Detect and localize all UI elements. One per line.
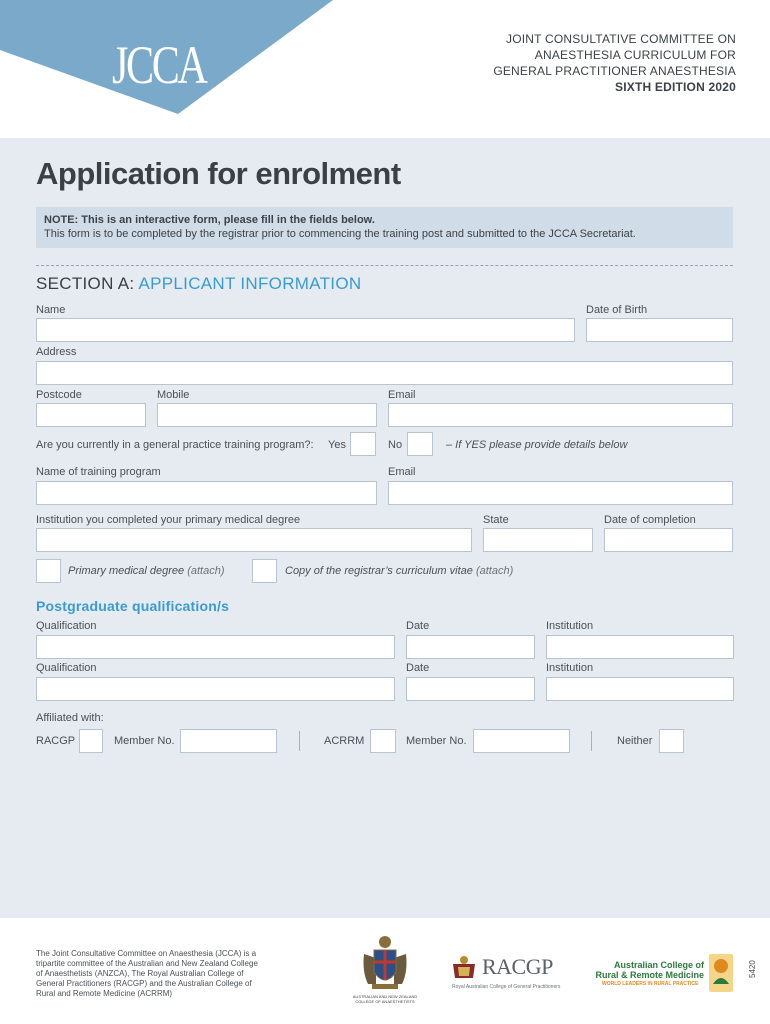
email-label: Email: [388, 389, 416, 401]
page-footer: [0, 918, 770, 1024]
anzca-line: COLLEGE OF ANAESTHETISTS: [355, 999, 415, 1004]
committee-line: ANAESTHESIA CURRICULUM FOR: [534, 48, 736, 62]
acrrm-label: ACRRM: [324, 735, 365, 747]
qualification-field[interactable]: [36, 677, 395, 701]
document-code: 5420: [748, 960, 757, 978]
postgrad-title: Postgraduate qualification/s: [36, 598, 230, 614]
attach-note: (attach): [475, 565, 514, 577]
acrrm-line: Australian College of: [613, 960, 704, 970]
copy-cv-label: [285, 565, 513, 577]
name-field[interactable]: [36, 318, 575, 342]
address-label: Address: [36, 346, 77, 358]
anzca-line: AUSTRALIAN AND NEW ZEALAND: [352, 994, 418, 999]
qual-date-label: Date: [406, 662, 430, 674]
note-text: This form is to be completed by the registrar prior to commencing the training post and submitted to the JCCA Secretariat.: [44, 228, 636, 240]
qualification-label: Qualification: [36, 662, 97, 674]
primary-degree-text: Primary medical degree: [68, 565, 185, 577]
section-divider: [36, 265, 733, 266]
committee-name: [493, 31, 736, 95]
copy-cv-checkbox[interactable]: [252, 559, 277, 583]
primary-degree-label: [68, 565, 225, 577]
training-program-field[interactable]: [36, 481, 377, 505]
member-no-label: Member No.: [114, 735, 175, 747]
application-form: [0, 138, 770, 918]
qual-institution-field[interactable]: [546, 677, 734, 701]
racgp-logo: RACGP: [482, 954, 553, 979]
state-field[interactable]: [483, 528, 593, 552]
training-email-field[interactable]: [388, 481, 733, 505]
neither-label: Neither: [617, 735, 653, 747]
date-completion-label: Date of completion: [604, 514, 696, 526]
edition-label: SIXTH EDITION 2020: [615, 80, 736, 94]
institution-degree-label: Institution you completed your primary medical degree: [36, 514, 301, 526]
copy-cv-text: Copy of the registrar’s curriculum vitae: [285, 565, 473, 577]
qual-date-field[interactable]: [406, 635, 535, 659]
if-yes-note: – If YES please provide details below: [446, 439, 628, 451]
section-prefix: SECTION A:: [36, 274, 139, 293]
postcode-field[interactable]: [36, 403, 146, 427]
yes-label: Yes: [328, 439, 346, 451]
affiliated-label: Affiliated with:: [36, 712, 104, 724]
mobile-label: Mobile: [157, 389, 190, 401]
racgp-member-field[interactable]: [180, 729, 277, 753]
name-label: Name: [36, 304, 66, 316]
jcca-logo: JCCA: [112, 35, 206, 95]
qual-institution-label: Institution: [546, 620, 594, 632]
qualification-field[interactable]: [36, 635, 395, 659]
yes-checkbox[interactable]: [350, 432, 376, 456]
racgp-crest-icon: [449, 954, 479, 980]
section-name: APPLICANT INFORMATION: [138, 274, 362, 293]
acrrm-checkbox[interactable]: [370, 729, 396, 753]
member-no-label: Member No.: [406, 735, 467, 747]
acrrm-line: Rural & Remote Medicine: [595, 970, 704, 980]
qual-date-label: Date: [406, 620, 430, 632]
neither-checkbox[interactable]: [659, 729, 684, 753]
racgp-subtitle: Royal Australian College of General Practitioners: [452, 984, 561, 990]
no-label: No: [388, 439, 403, 451]
acrrm-logo-text: [586, 960, 704, 980]
email-field[interactable]: [388, 403, 733, 427]
acrrm-emblem-icon: [709, 954, 733, 992]
committee-line: GENERAL PRACTITIONER ANAESTHESIA: [493, 64, 736, 78]
qual-institution-field[interactable]: [546, 635, 734, 659]
mobile-field[interactable]: [157, 403, 377, 427]
racgp-checkbox[interactable]: [79, 729, 103, 753]
qual-institution-label: Institution: [546, 662, 594, 674]
gp-question-label: Are you currently in a general practice training program?:: [36, 439, 314, 451]
racgp-label: RACGP: [36, 735, 76, 747]
qualification-label: Qualification: [36, 620, 97, 632]
address-field[interactable]: [36, 361, 733, 385]
state-label: State: [483, 514, 509, 526]
acrrm-member-field[interactable]: [473, 729, 570, 753]
dob-label: Date of Birth: [586, 304, 648, 316]
postcode-label: Postcode: [36, 389, 82, 401]
note-box: [36, 207, 733, 248]
anzca-crest-icon: [358, 932, 412, 996]
separator: [591, 731, 592, 751]
attach-note: (attach): [187, 565, 225, 577]
institution-degree-field[interactable]: [36, 528, 472, 552]
training-program-label: Name of training program: [36, 466, 161, 478]
footer-description: The Joint Consultative Committee on Anaesthesia (JCCA) is a tripartite committee of the Australian and New Zealand College of Anaesthetists (ANZCA), The Royal Australian College of General Practitioners (RACGP) and the Australian College of Rural and Remote Medicine (ACRRM): [36, 949, 258, 998]
no-checkbox[interactable]: [407, 432, 433, 456]
separator: [299, 731, 300, 751]
primary-degree-checkbox[interactable]: [36, 559, 61, 583]
committee-line: JOINT CONSULTATIVE COMMITTEE ON: [506, 32, 736, 46]
training-email-label: Email: [388, 466, 416, 478]
anzca-label: [352, 994, 418, 1004]
date-completion-field[interactable]: [604, 528, 733, 552]
dob-field[interactable]: [586, 318, 733, 342]
page-title: Application for enrolment: [36, 156, 401, 191]
qual-date-field[interactable]: [406, 677, 535, 701]
acrrm-subtitle: WORLD LEADERS IN RURAL PRACTICE: [602, 981, 699, 987]
note-bold: NOTE: This is an interactive form, please fill in the fields below.: [44, 214, 375, 226]
page-header: [0, 0, 770, 138]
section-title: [36, 274, 361, 294]
